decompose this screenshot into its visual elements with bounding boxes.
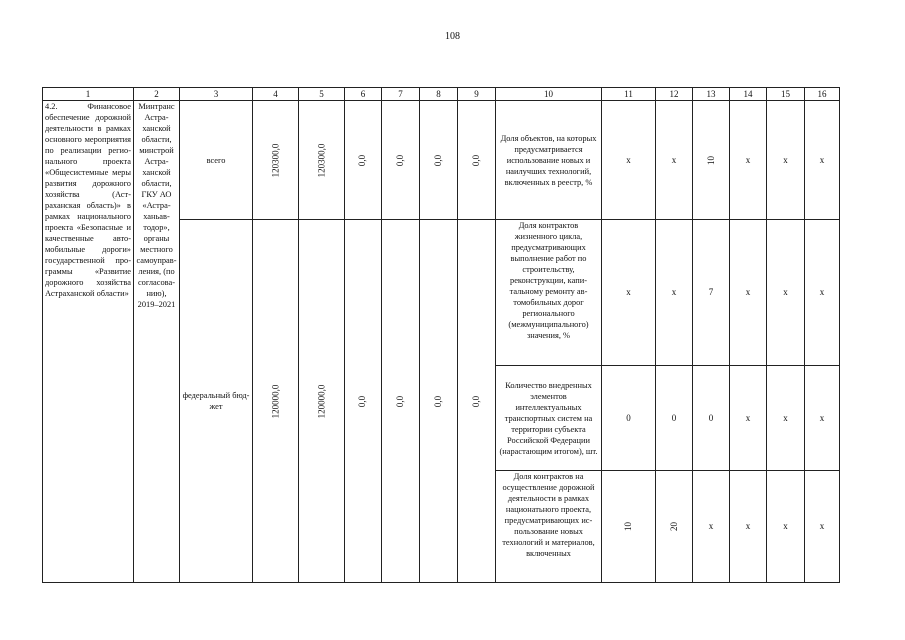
executor-cell: Минтранс Астраханской области, минстрой Астраханской области, ГКУ АО «Астраханьавтодор», органы местного самоуправления, (по согласованию), 2019–2021 <box>134 101 180 583</box>
target-text: 20 <box>668 522 679 531</box>
header-cell: 3 <box>180 88 253 101</box>
value-cell <box>345 101 382 220</box>
target-cell: x <box>602 220 656 366</box>
header-cell: 12 <box>656 88 693 101</box>
value-text: 0,0 <box>433 154 443 166</box>
table-row <box>43 101 840 220</box>
header-cell: 11 <box>602 88 656 101</box>
target-cell: x <box>805 471 840 583</box>
target-cell: x <box>602 101 656 220</box>
value-cell <box>253 101 299 220</box>
header-cell: 7 <box>382 88 420 101</box>
value-text: 120000,0 <box>270 384 280 418</box>
value-text: 120300,0 <box>270 143 280 177</box>
header-cell: 4 <box>253 88 299 101</box>
value-cell <box>345 220 382 583</box>
target-cell: 7 <box>693 220 730 366</box>
target-cell: x <box>730 471 767 583</box>
page-number: 108 <box>445 31 460 42</box>
target-cell: x <box>767 471 805 583</box>
budget-table <box>42 87 840 583</box>
value-cell <box>420 101 458 220</box>
value-cell <box>382 220 420 583</box>
header-cell: 9 <box>458 88 496 101</box>
header-cell: 14 <box>730 88 767 101</box>
target-cell: 0 <box>656 366 693 471</box>
target-cell: x <box>767 220 805 366</box>
header-cell: 8 <box>420 88 458 101</box>
header-row <box>43 88 840 101</box>
indicator-cell: Доля контрактов жизненного цикла, предусматривающих выполнение работ по строительству, реконструкции, капитальному ремонту автомобильных дорог регионального (межмуниципального) значения, % <box>496 220 602 366</box>
target-cell: x <box>730 366 767 471</box>
value-text: 120300,0 <box>316 143 326 177</box>
target-cell: x <box>767 101 805 220</box>
target-text: 10 <box>623 522 633 531</box>
target-cell: x <box>656 220 693 366</box>
value-text: 0,0 <box>357 395 368 407</box>
target-cell: 0 <box>693 366 730 471</box>
value-cell <box>382 101 420 220</box>
target-cell: x <box>767 366 805 471</box>
value-cell <box>299 101 345 220</box>
target-cell: x <box>730 101 767 220</box>
header-cell: 13 <box>693 88 730 101</box>
measure-name-cell: 4.2. Финансовое обеспечение дорожной деятельности в рамках основного мероприятия по реализации регионального проекта «Общесистемные меры развития дорожного хозяйства (Астраханская область)» в рамках национального проекта «Безопасные и качественные автомобильные дороги» государственной программы «Развитие дорожного хозяйства Астраханской области» <box>43 101 134 583</box>
indicator-cell: Доля контрактов на осуществление дорожной деятельности в рамках национатьного проекта, предусматривающих использование новых технологий и материалов, включенных <box>496 471 602 583</box>
value-cell <box>420 220 458 583</box>
target-cell: x <box>805 366 840 471</box>
header-cell: 2 <box>134 88 180 101</box>
header-cell: 10 <box>496 88 602 101</box>
header-cell: 1 <box>43 88 134 101</box>
target-cell: 0 <box>602 366 656 471</box>
value-text: 0,0 <box>471 154 481 166</box>
header-cell: 6 <box>345 88 382 101</box>
value-cell <box>458 220 496 583</box>
target-cell: x <box>805 101 840 220</box>
header-cell: 5 <box>299 88 345 101</box>
value-text: 0,0 <box>433 395 443 407</box>
indicator-cell: Доля объектов, на которых предусматривается использование новых и наилучших технологий, включенных в реестр, % <box>496 101 602 220</box>
value-cell <box>299 220 345 583</box>
target-cell <box>656 471 693 583</box>
value-text: 0,0 <box>471 395 481 407</box>
funding-source-cell: всего <box>180 101 253 220</box>
indicator-cell: Количество внедренных элементов интеллектуальных транспортных систем на территории субъекта Российской Федерации (нарастающим итогом), шт. <box>496 366 602 471</box>
value-cell <box>253 220 299 583</box>
funding-source-cell: федеральный бюджет <box>180 220 253 583</box>
target-cell: x <box>656 101 693 220</box>
target-text: 10 <box>705 155 716 165</box>
value-text: 120000,0 <box>316 384 326 418</box>
value-text: 0,0 <box>395 395 405 407</box>
header-cell: 15 <box>767 88 805 101</box>
value-text: 0,0 <box>395 154 405 166</box>
header-cell: 16 <box>805 88 840 101</box>
target-cell: x <box>693 471 730 583</box>
target-cell: x <box>730 220 767 366</box>
target-cell <box>693 101 730 220</box>
target-cell: x <box>805 220 840 366</box>
value-cell <box>458 101 496 220</box>
value-text: 0,0 <box>357 154 368 166</box>
target-cell <box>602 471 656 583</box>
